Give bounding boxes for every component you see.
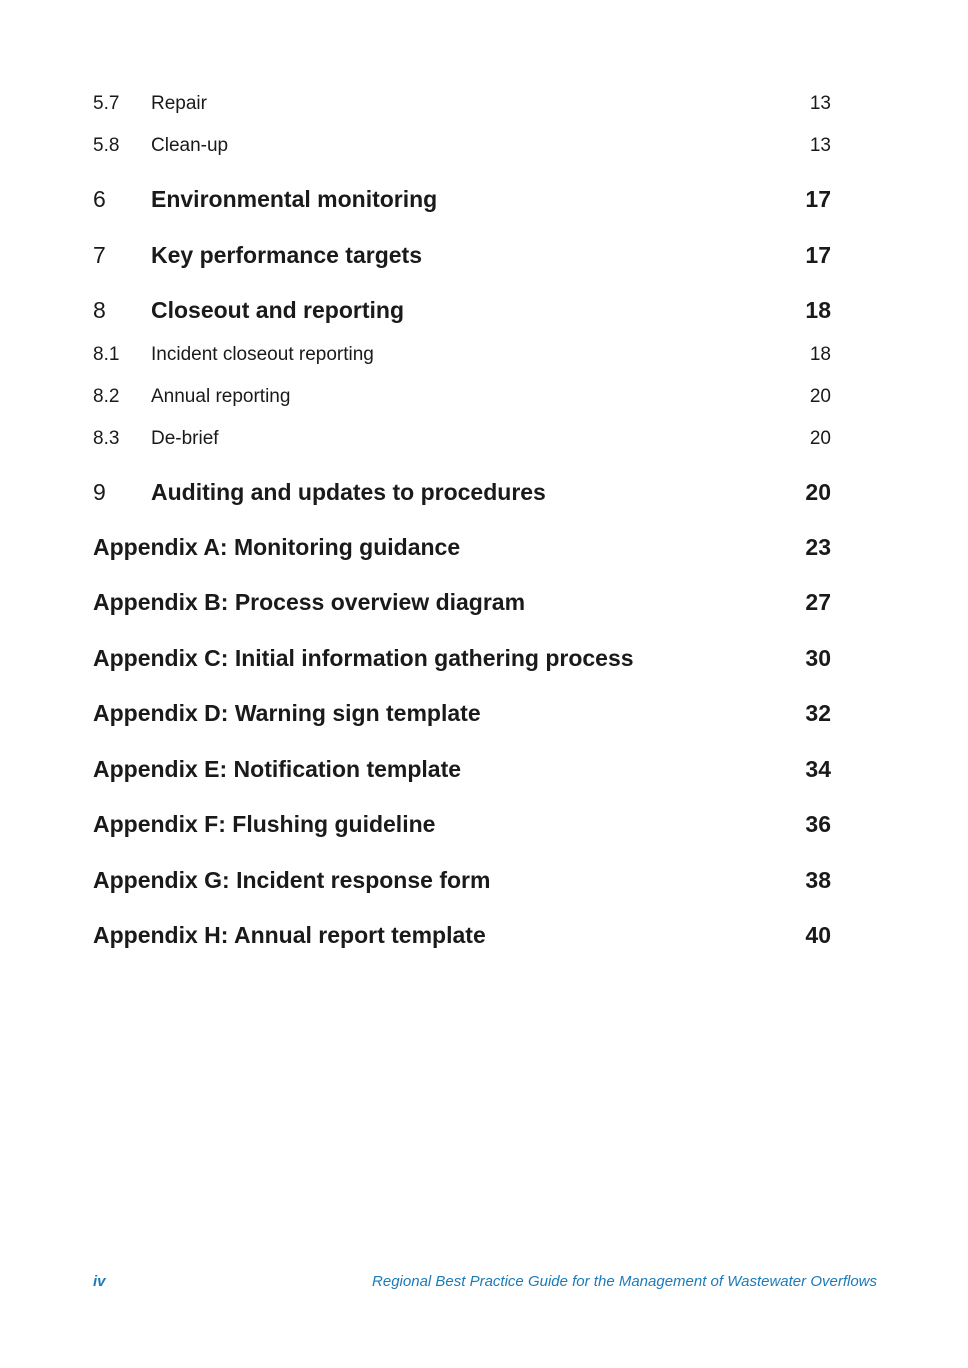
- toc-page: 36: [805, 811, 831, 837]
- toc-entry-6[interactable]: [93, 185, 831, 215]
- toc-title: Appendix C: Initial information gathering process: [93, 645, 634, 671]
- page-footer: [93, 1273, 877, 1293]
- toc-title: Appendix F: Flushing guideline: [93, 811, 436, 837]
- toc-number: 8.2: [93, 386, 120, 407]
- toc-entry-appendix-a[interactable]: [93, 533, 831, 563]
- toc-entry-appendix-f[interactable]: [93, 810, 831, 840]
- toc-title: Annual reporting: [151, 386, 291, 407]
- toc-title: Appendix A: Monitoring guidance: [93, 534, 461, 560]
- toc-number: 9: [93, 479, 106, 505]
- toc-title: Environmental monitoring: [151, 186, 438, 212]
- toc-title: Appendix B: Process overview diagram: [93, 589, 526, 615]
- toc-title: Auditing and updates to procedures: [151, 479, 546, 505]
- toc-entry-8-3[interactable]: [93, 427, 831, 457]
- toc-page: 18: [805, 297, 831, 323]
- toc-page: 23: [805, 534, 831, 560]
- toc-entry-appendix-e[interactable]: [93, 755, 831, 785]
- toc-page: 27: [805, 589, 831, 615]
- toc-title: Appendix D: Warning sign template: [93, 700, 481, 726]
- toc-entry-8-2[interactable]: [93, 385, 831, 415]
- toc-page: 20: [809, 428, 831, 449]
- toc-page: 40: [805, 922, 831, 948]
- toc-entry-appendix-c[interactable]: [93, 644, 831, 674]
- toc-entry-8[interactable]: [93, 296, 831, 326]
- toc-page: 18: [809, 344, 831, 365]
- footer-document-title: Regional Best Practice Guide for the Management of Wastewater Overflows: [372, 1273, 877, 1290]
- toc-page: 13: [809, 93, 831, 114]
- toc-title: Appendix G: Incident response form: [93, 867, 491, 893]
- footer-page-number: iv: [93, 1273, 106, 1290]
- toc-entry-5-7[interactable]: [93, 92, 831, 122]
- toc-title: De-brief: [151, 428, 219, 449]
- toc-entry-appendix-b[interactable]: [93, 588, 831, 618]
- toc-entry-9[interactable]: [93, 478, 831, 508]
- toc-number: 6: [93, 186, 106, 212]
- toc-entry-5-8[interactable]: [93, 134, 831, 164]
- toc-title: Appendix E: Notification template: [93, 756, 462, 782]
- toc-page: 20: [809, 386, 831, 407]
- toc-number: 5.8: [93, 135, 120, 156]
- toc-page: 34: [805, 756, 831, 782]
- toc-title: Appendix H: Annual report template: [93, 922, 486, 948]
- toc-title: Repair: [151, 93, 207, 114]
- toc-page: 30: [805, 645, 831, 671]
- toc-number: 8.1: [93, 344, 120, 365]
- toc-page: 17: [805, 186, 831, 212]
- toc-number: 7: [93, 242, 106, 268]
- toc-title: Closeout and reporting: [151, 297, 404, 323]
- toc-number: 5.7: [93, 93, 120, 114]
- toc-page: 32: [805, 700, 831, 726]
- toc-page: 13: [809, 135, 831, 156]
- toc-title: Key performance targets: [151, 242, 422, 268]
- toc-entry-appendix-h[interactable]: [93, 921, 831, 951]
- toc-title: Clean-up: [151, 135, 229, 156]
- toc-number: 8.3: [93, 428, 120, 449]
- toc-entry-8-1[interactable]: [93, 343, 831, 373]
- toc-page: 38: [805, 867, 831, 893]
- toc-entry-appendix-d[interactable]: [93, 699, 831, 729]
- toc-entry-7[interactable]: [93, 241, 831, 271]
- toc-page: 17: [805, 242, 831, 268]
- toc-entry-appendix-g[interactable]: [93, 866, 831, 896]
- toc-page: 20: [805, 479, 831, 505]
- toc-title: Incident closeout reporting: [151, 344, 374, 365]
- toc-number: 8: [93, 297, 106, 323]
